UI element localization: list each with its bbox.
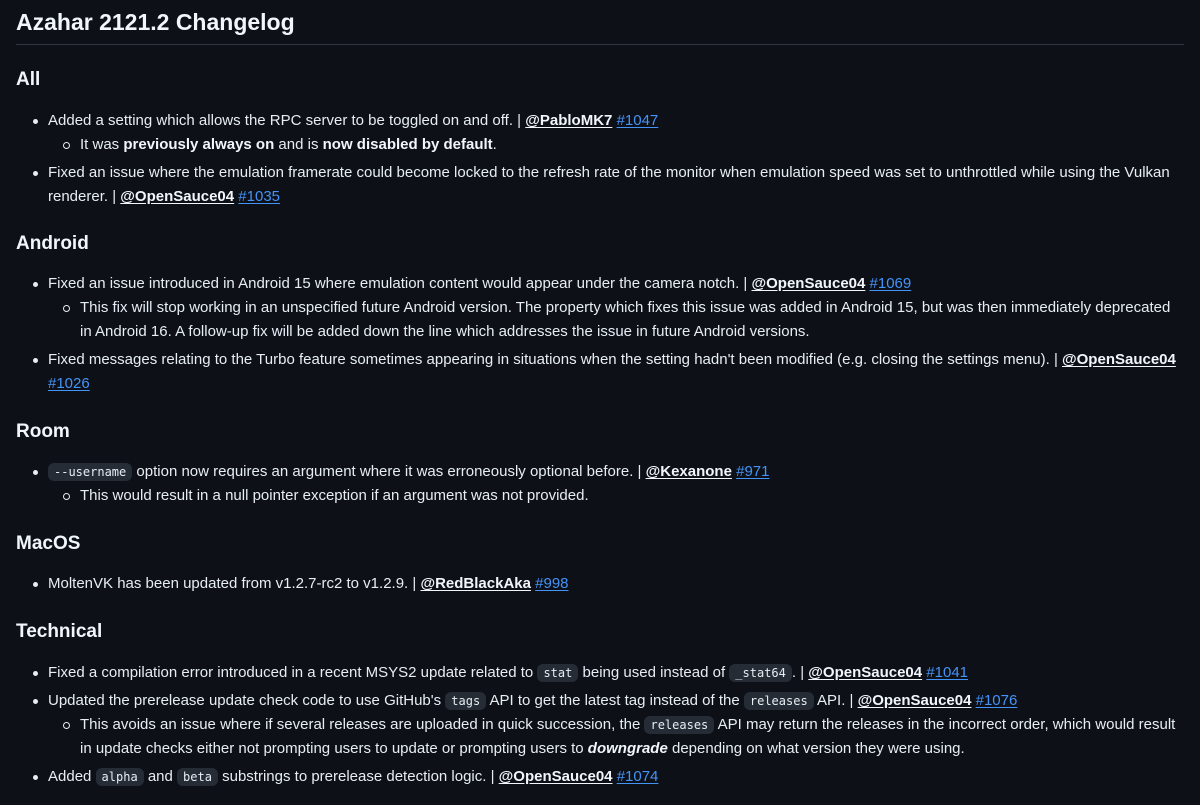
inline-code: releases [744,692,814,710]
changelog-list [16,272,1184,396]
pr-link[interactable]: #1026 [48,375,90,392]
changelog-list [16,661,1184,789]
pr-link[interactable]: #1035 [238,188,281,205]
page-title: Azahar 2121.2 Changelog [16,0,1184,45]
changelog-list [16,460,1184,508]
user-link[interactable]: @OpenSauce04 [498,768,613,785]
list-item: Fixed an issue introduced in Android 15 where emulation content would appear under the camera notch. | @OpenSauce04 #1069 This fix will stop working in an unspecified future Android version. The property which fixes this issue was added in Android 15, but was then immediately deprecated in Android 16. A follow-up fix will be added down the line which addresses the issue in future Android versions. [16,272,1184,344]
section-heading: Android [16,233,89,254]
pr-link[interactable]: #1076 [975,692,1018,709]
user-link[interactable]: @OpenSauce04 [857,692,972,709]
inline-code: releases [644,716,714,734]
user-link[interactable]: @OpenSauce04 [120,188,235,205]
section-room [16,420,1184,508]
section-heading: MacOS [16,533,81,554]
section-macos [16,532,1184,596]
list-item: MoltenVK has been updated from v1.2.7-rc2 to v1.2.9. | @RedBlackAka #998 [16,572,1184,596]
section-heading: Technical [16,621,103,642]
sub-list-item: This would result in a null pointer exception if an argument was not provided. [16,484,1184,508]
inline-code: beta [177,768,218,786]
pr-link[interactable]: #1047 [616,112,659,129]
changelog-list [16,109,1184,209]
list-item: Fixed messages relating to the Turbo feature sometimes appearing in situations when the setting hadn't been modified (e.g. closing the settings menu). | @OpenSauce04 #1026 [16,348,1184,396]
sub-list-item: This avoids an issue where if several releases are uploaded in quick succession, the releases API may return the releases in the incorrect order, which would result in update checks either not prompting users to update or prompting users to downgrade depending on what version they were using. [16,713,1184,761]
pr-link[interactable]: #998 [535,575,569,592]
list-item: Added a setting which allows the RPC server to be toggled on and off. | @PabloMK7 #1047 It was previously always on and is now disabled by default. [16,109,1184,157]
sub-list-item: It was previously always on and is now disabled by default. [16,133,1184,157]
pr-link[interactable]: #971 [736,463,770,480]
inline-code: alpha [96,768,144,786]
list-item: Updated the prerelease update check code to use GitHub's tags API to get the latest tag instead of the releases API. | @OpenSauce04 #1076 This avoids an issue where if several releases are uploaded in quick succession, the releases API may return the releases in the incorrect order, which would result in update checks either not prompting users to update or prompting users to downgrade depending on what version they were using. [16,689,1184,761]
sub-list-item: This fix will stop working in an unspecified future Android version. The property which fixes this issue was added in Android 15, but was then immediately deprecated in Android 16. A follow-up fix will be added down the line which addresses the issue in future Android versions. [16,296,1184,344]
inline-code: --username [48,463,132,481]
sub-list [48,484,1184,508]
pr-link[interactable]: #1074 [616,768,659,785]
sub-list [48,713,1184,761]
user-link[interactable]: @PabloMK7 [525,112,613,129]
changelog-list [16,572,1184,596]
list-item: Fixed an issue where the emulation framerate could become locked to the refresh rate of the monitor when emulation speed was set to unthrottled while using the Vulkan renderer. | @OpenSauce04 #1035 [16,161,1184,209]
list-item: --username option now requires an argument where it was erroneously optional before. | @Kexanone #971 This would result in a null pointer exception if an argument was not provided. [16,460,1184,508]
section-all [16,68,1184,209]
sub-list [48,133,1184,157]
list-item: Added alpha and beta substrings to prerelease detection logic. | @OpenSauce04 #1074 [16,765,1184,789]
section-technical [16,620,1184,789]
user-link[interactable]: @OpenSauce04 [1062,351,1176,368]
user-link[interactable]: @OpenSauce04 [808,664,923,681]
pr-link[interactable]: #1041 [926,664,969,681]
section-heading: All [16,69,41,90]
inline-code: _stat64 [729,664,792,682]
inline-code: tags [445,692,486,710]
section-android [16,232,1184,396]
inline-code: stat [537,664,578,682]
pr-link[interactable]: #1069 [869,275,912,292]
user-link[interactable]: @Kexanone [645,463,732,480]
sub-list [48,296,1184,344]
list-item: Fixed a compilation error introduced in a recent MSYS2 update related to stat being used instead of _stat64 . | @OpenSauce04 #1041 [16,661,1184,685]
user-link[interactable]: @OpenSauce04 [751,275,866,292]
section-heading: Room [16,421,70,442]
user-link[interactable]: @RedBlackAka [420,575,531,592]
